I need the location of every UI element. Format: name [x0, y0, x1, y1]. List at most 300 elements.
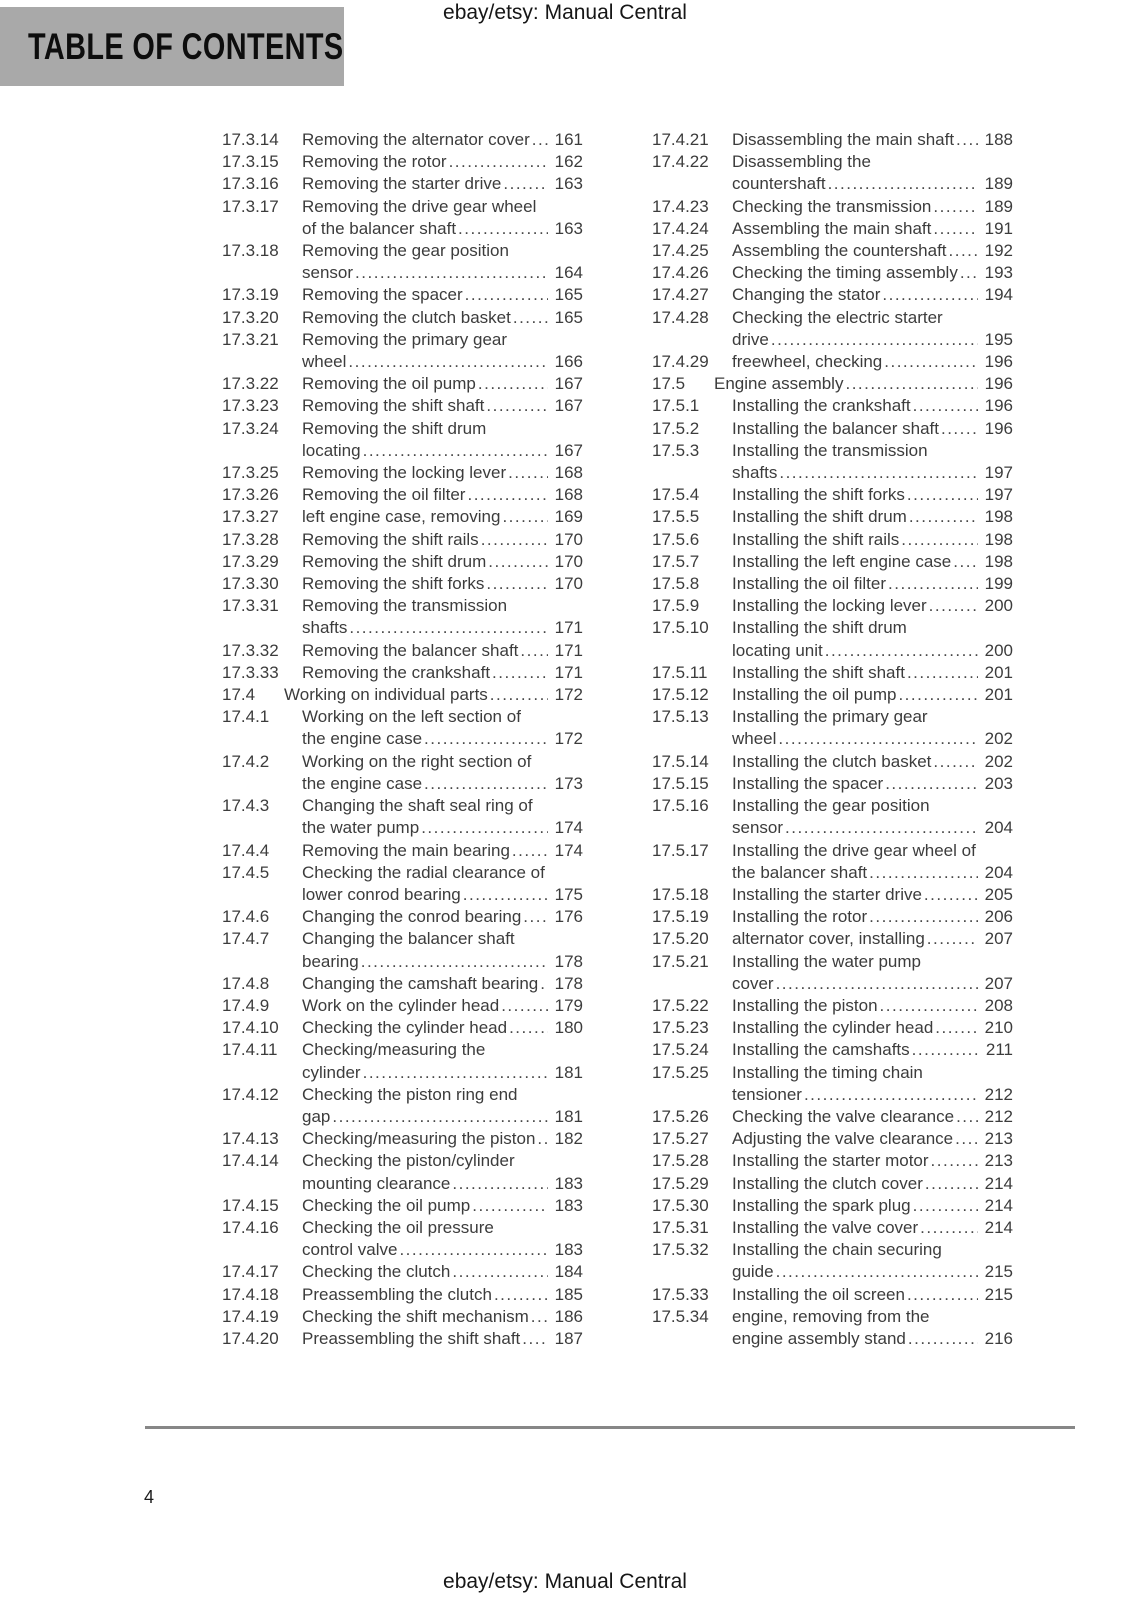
toc-entry-line — [732, 1128, 1013, 1150]
dot-leader — [956, 1106, 978, 1128]
toc-entry-text: Assembling the countershaft — [732, 241, 947, 261]
toc-entry-page: 176 — [554, 907, 583, 927]
toc-entry-page: 172 — [554, 685, 583, 705]
toc-entry-number: 17.5.20 — [652, 929, 709, 949]
toc-entry — [222, 484, 583, 506]
toc-entry-text: Checking the cylinder head — [302, 1018, 508, 1038]
toc-entry-line — [732, 728, 1013, 750]
toc-entry-line — [302, 307, 583, 329]
toc-entry-line — [732, 995, 1013, 1017]
toc-entry-page: 200 — [984, 640, 1013, 660]
toc-entry-title — [732, 1173, 1013, 1195]
table-of-contents — [222, 129, 1013, 1350]
toc-entry-title — [732, 662, 1013, 684]
toc-entry-page: 170 — [554, 529, 583, 549]
toc-entry-line: Installing the gear position — [732, 796, 930, 816]
toc-entry-text: Removing the balancer shaft — [302, 640, 519, 660]
toc-entry-title — [302, 573, 583, 595]
toc-entry-line — [302, 884, 583, 906]
toc-entry-text: locating unit — [732, 640, 823, 660]
toc-entry-page: 174 — [554, 840, 583, 860]
toc-entry-number: 17.4.23 — [652, 196, 709, 216]
toc-entry-number: 17.5.2 — [652, 418, 700, 438]
toc-entry — [652, 706, 1013, 750]
toc-entry-page: 167 — [554, 440, 583, 460]
toc-entry-line — [302, 440, 583, 462]
toc-entry-title — [302, 329, 583, 373]
dot-leader — [884, 351, 978, 373]
toc-entry-page: 188 — [984, 130, 1013, 149]
toc-entry-title — [302, 1306, 583, 1328]
toc-entry — [652, 1173, 1013, 1195]
toc-entry-text: Installing the spark plug — [732, 1195, 911, 1215]
toc-entry-line — [302, 129, 583, 151]
toc-entry-line — [302, 906, 583, 928]
toc-entry-text: Installing the clutch cover — [732, 1173, 923, 1193]
toc-entry-page: 202 — [984, 751, 1013, 771]
toc-entry-number: 17.4.5 — [222, 862, 270, 882]
toc-entry-title — [732, 773, 1013, 795]
toc-entry-page: 186 — [554, 1306, 583, 1326]
toc-entry-text: Checking the transmission — [732, 196, 932, 216]
toc-entry-line: Installing the primary gear — [732, 707, 928, 727]
toc-entry-text: cylinder — [302, 1062, 361, 1082]
toc-entry-title — [302, 662, 583, 684]
toc-entry-number: 17.4.13 — [222, 1129, 279, 1149]
toc-entry-text: Removing the starter drive — [302, 174, 502, 194]
toc-entry-page: 216 — [984, 1328, 1013, 1348]
toc-entry-line — [302, 973, 583, 995]
toc-entry-text: Removing the clutch basket — [302, 307, 511, 327]
toc-entry-line — [732, 1017, 1013, 1039]
toc-entry-title — [302, 751, 583, 795]
toc-entry-page: 175 — [554, 884, 583, 904]
toc-entry-line — [302, 640, 583, 662]
toc-entry-title — [302, 418, 583, 462]
toc-entry-number: 17.5.5 — [652, 507, 700, 527]
toc-entry — [222, 706, 583, 750]
toc-entry-title — [732, 395, 1013, 417]
toc-entry — [652, 595, 1013, 617]
toc-entry-line — [732, 395, 1013, 417]
toc-entry-page: 205 — [984, 884, 1013, 904]
toc-entry-title — [302, 1217, 583, 1261]
toc-entry-line — [732, 351, 1013, 373]
toc-entry-number: 17.3.16 — [222, 174, 279, 194]
page-title: TABLE OF CONTENTS — [28, 25, 344, 67]
dot-leader — [869, 862, 978, 884]
toc-entry-text: sensor — [302, 263, 354, 283]
toc-entry — [652, 1128, 1013, 1150]
dot-leader — [467, 484, 548, 506]
toc-entry-title — [302, 395, 583, 417]
dot-leader — [909, 506, 978, 528]
toc-entry-title — [302, 284, 583, 306]
toc-entry-page: 181 — [554, 1062, 583, 1082]
toc-entry-line: Installing the shift drum — [732, 618, 907, 638]
toc-entry-text: Installing the clutch basket — [732, 751, 932, 771]
dot-leader — [913, 395, 978, 417]
toc-entry-line — [732, 1084, 1013, 1106]
dot-leader — [363, 1062, 548, 1084]
toc-entry — [222, 906, 583, 928]
toc-entry-title — [732, 1150, 1013, 1172]
toc-entry — [652, 573, 1013, 595]
dot-leader — [869, 906, 978, 928]
toc-entry-title — [732, 1239, 1013, 1283]
toc-entry-line — [302, 573, 583, 595]
toc-entry-page: 196 — [984, 374, 1013, 394]
toc-entry-title — [732, 129, 1013, 151]
toc-entry-text: the engine case — [302, 773, 423, 793]
toc-entry-number: 17.5.31 — [652, 1217, 709, 1237]
toc-entry-page: 168 — [554, 463, 583, 483]
toc-entry-text: left engine case, removing — [302, 507, 501, 527]
toc-entry-title — [732, 906, 1013, 928]
toc-entry-line — [302, 284, 583, 306]
toc-entry — [652, 529, 1013, 551]
toc-entry — [652, 751, 1013, 773]
dot-leader — [960, 262, 978, 284]
toc-entry-number: 17.5.32 — [652, 1240, 709, 1260]
toc-entry-number: 17.4.11 — [222, 1040, 278, 1060]
toc-entry-text: Removing the shift shaft — [302, 396, 485, 416]
toc-entry-number: 17.3.21 — [222, 329, 279, 349]
toc-entry-title — [732, 484, 1013, 506]
toc-entry-number: 17.4.27 — [652, 285, 709, 305]
toc-entry-number: 17.4.10 — [222, 1018, 279, 1038]
toc-entry-page: 166 — [554, 352, 583, 372]
dot-leader — [785, 817, 978, 839]
toc-entry — [222, 1328, 583, 1350]
toc-entry-line — [302, 773, 583, 795]
toc-entry-page: 213 — [984, 1129, 1013, 1149]
toc-entry-line — [732, 262, 1013, 284]
toc-entry-page: 165 — [554, 307, 583, 327]
toc-entry-page: 194 — [984, 285, 1013, 305]
toc-entry — [222, 129, 583, 151]
toc-entry-title — [302, 928, 583, 972]
toc-entry-page: 214 — [984, 1217, 1013, 1237]
toc-entry-text: Removing the shift drum — [302, 551, 487, 571]
toc-entry-number: 17.4.28 — [652, 307, 709, 327]
toc-entry-line — [302, 840, 583, 862]
dot-leader — [523, 906, 548, 928]
dot-leader — [531, 1306, 548, 1328]
toc-entry-line — [732, 751, 1013, 773]
toc-entry-text: Removing the oil pump — [302, 374, 476, 394]
toc-entry-title — [732, 351, 1013, 373]
toc-entry-page: 212 — [984, 1106, 1013, 1126]
toc-entry-title — [732, 706, 1013, 750]
toc-entry-page: 171 — [554, 662, 583, 682]
toc-entry-page: 193 — [984, 263, 1013, 283]
toc-entry — [222, 418, 583, 462]
toc-entry — [652, 196, 1013, 218]
toc-entry-line: Checking the piston/cylinder — [302, 1151, 515, 1171]
toc-entry-line — [302, 1284, 583, 1306]
toc-entry-number: 17.3.20 — [222, 307, 279, 327]
toc-entry-line — [302, 529, 583, 551]
toc-entry — [222, 151, 583, 173]
toc-entry-number: 17.5.23 — [652, 1018, 709, 1038]
toc-entry-page: 171 — [554, 618, 583, 638]
toc-entry — [222, 307, 583, 329]
toc-entry — [652, 262, 1013, 284]
toc-entry-text: the balancer shaft — [732, 862, 868, 882]
toc-entry-number: 17.3.15 — [222, 152, 279, 172]
toc-entry — [652, 1062, 1013, 1106]
dot-leader — [933, 196, 978, 218]
toc-entry — [652, 395, 1013, 417]
toc-entry-page: 179 — [554, 995, 583, 1015]
toc-entry — [222, 840, 583, 862]
toc-entry-title — [302, 1261, 583, 1283]
dot-leader — [486, 573, 548, 595]
toc-entry-title — [732, 196, 1013, 218]
toc-entry-number: 17.4 — [222, 685, 256, 705]
toc-entry-text: drive — [732, 329, 769, 349]
dot-leader — [908, 1328, 978, 1350]
toc-entry-page: 164 — [554, 263, 583, 283]
toc-entry-page: 163 — [554, 174, 583, 194]
toc-entry-title — [302, 173, 583, 195]
toc-entry-text: Installing the cylinder head — [732, 1018, 934, 1038]
toc-entry-title — [732, 751, 1013, 773]
toc-entry-number: 17.5.9 — [652, 596, 700, 616]
toc-entry-title — [302, 196, 583, 240]
toc-entry-number: 17.4.6 — [222, 907, 270, 927]
dot-leader — [399, 1239, 548, 1261]
toc-entry-line — [302, 1195, 583, 1217]
toc-entry-text: Installing the balancer shaft — [732, 418, 939, 438]
toc-entry — [652, 307, 1013, 351]
dot-leader — [452, 1261, 548, 1283]
toc-entry-text: engine assembly stand — [732, 1328, 906, 1348]
toc-entry-text: Disassembling the main shaft — [732, 130, 955, 149]
toc-entry — [652, 240, 1013, 262]
toc-entry-number: 17.5.22 — [652, 995, 709, 1015]
toc-entry-line: Checking/measuring the — [302, 1040, 486, 1060]
toc-entry-page: 173 — [554, 773, 583, 793]
footer-divider — [145, 1426, 1075, 1429]
toc-entry-text: the water pump — [302, 818, 420, 838]
toc-entry-title — [732, 551, 1013, 573]
dot-leader — [885, 773, 978, 795]
toc-entry-page: 214 — [984, 1195, 1013, 1215]
toc-entry-line — [302, 1173, 583, 1195]
dot-leader — [421, 817, 548, 839]
toc-entry-page: 204 — [984, 862, 1013, 882]
toc-entry-line: engine, removing from the — [732, 1306, 930, 1326]
toc-entry — [652, 1217, 1013, 1239]
toc-entry-line — [732, 928, 1013, 950]
toc-entry-line — [732, 329, 1013, 351]
toc-entry-number: 17.5.29 — [652, 1173, 709, 1193]
toc-entry-page: 183 — [554, 1240, 583, 1260]
toc-entry-title — [302, 240, 583, 284]
toc-entry-number: 17.4.1 — [222, 707, 270, 727]
toc-entry — [652, 795, 1013, 839]
toc-entry-number: 17.5.34 — [652, 1306, 709, 1326]
toc-entry-text: freewheel, checking — [732, 352, 883, 372]
toc-entry-title — [302, 840, 583, 862]
toc-entry — [652, 995, 1013, 1017]
toc-entry — [652, 1106, 1013, 1128]
toc-entry — [222, 684, 583, 706]
toc-entry-page: 196 — [984, 418, 1013, 438]
toc-entry-text: Installing the rotor — [732, 907, 868, 927]
toc-entry-line — [302, 351, 583, 373]
toc-entry-text: Removing the spacer — [302, 285, 463, 305]
toc-entry-number: 17.5.17 — [652, 840, 709, 860]
dot-leader — [912, 1039, 978, 1061]
toc-entry-line: Removing the transmission — [302, 596, 508, 616]
toc-entry-line — [732, 240, 1013, 262]
toc-entry-page: 208 — [984, 995, 1013, 1015]
toc-entry-number: 17.4.9 — [222, 995, 270, 1015]
toc-entry-line — [302, 1106, 583, 1128]
toc-entry-number: 17.5.7 — [652, 551, 700, 571]
toc-entry-page: 212 — [984, 1084, 1013, 1104]
dot-leader — [465, 284, 548, 306]
toc-entry-line — [732, 1173, 1013, 1195]
toc-entry-title — [714, 373, 1013, 395]
toc-entry-line: Installing the timing chain — [732, 1062, 923, 1082]
toc-entry-number: 17.5.24 — [652, 1040, 709, 1060]
toc-entry — [652, 506, 1013, 528]
toc-entry — [222, 373, 583, 395]
toc-entry-number: 17.3.24 — [222, 418, 279, 438]
toc-entry-text: Installing the camshafts — [732, 1040, 910, 1060]
toc-entry-text: Removing the shift rails — [302, 529, 479, 549]
toc-entry-title — [732, 506, 1013, 528]
toc-entry-line — [302, 1017, 583, 1039]
toc-entry-title — [732, 617, 1013, 661]
toc-entry-text: Removing the shift forks — [302, 574, 485, 594]
dot-leader — [907, 1284, 978, 1306]
dot-leader — [771, 329, 978, 351]
toc-entry-title — [732, 1284, 1013, 1306]
dot-leader — [778, 728, 978, 750]
dot-leader — [522, 1328, 548, 1350]
toc-entry-text: Installing the starter motor — [732, 1151, 929, 1171]
toc-entry-page: 170 — [554, 551, 583, 571]
toc-entry-title — [732, 995, 1013, 1017]
toc-entry-page: 172 — [554, 729, 583, 749]
toc-entry-line — [732, 218, 1013, 240]
toc-entry — [652, 884, 1013, 906]
toc-entry-text: Installing the shift shaft — [732, 662, 905, 682]
toc-entry-number: 17.3.33 — [222, 662, 279, 682]
toc-entry-page: 195 — [984, 329, 1013, 349]
toc-entry-number: 17.4.16 — [222, 1217, 279, 1237]
toc-entry-line — [732, 1150, 1013, 1172]
toc-entry-line — [732, 1261, 1013, 1283]
toc-entry-number: 17.4.21 — [652, 130, 709, 149]
toc-entry — [222, 1284, 583, 1306]
toc-entry — [222, 284, 583, 306]
toc-entry-title — [732, 1062, 1013, 1106]
toc-entry — [222, 640, 583, 662]
toc-entry-page: 169 — [554, 507, 583, 527]
top-site-label: ebay/etsy: Manual Central — [443, 1, 687, 24]
toc-entry — [222, 928, 583, 972]
dot-leader — [494, 1284, 548, 1306]
toc-entry-title — [732, 307, 1013, 351]
toc-entry — [222, 973, 583, 995]
toc-entry-line — [732, 884, 1013, 906]
dot-leader — [481, 529, 548, 551]
toc-entry-page: 168 — [554, 485, 583, 505]
toc-entry-page: 203 — [984, 773, 1013, 793]
toc-entry-number: 17.5.12 — [652, 685, 709, 705]
toc-entry-text: cover — [732, 973, 774, 993]
toc-entry-text: Installing the crankshaft — [732, 396, 911, 416]
toc-entry-title — [302, 551, 583, 573]
toc-entry-number: 17.4.18 — [222, 1284, 279, 1304]
dot-leader — [779, 462, 978, 484]
toc-entry — [222, 173, 583, 195]
toc-entry — [222, 1017, 583, 1039]
toc-entry-page: 170 — [554, 574, 583, 594]
dot-leader — [540, 973, 548, 995]
toc-entry-number: 17.5.28 — [652, 1151, 709, 1171]
toc-entry-title — [732, 840, 1013, 884]
toc-entry-page: 191 — [984, 218, 1013, 238]
toc-entry-page: 198 — [984, 551, 1013, 571]
dot-leader — [458, 218, 548, 240]
toc-entry-title — [732, 928, 1013, 950]
dot-leader — [520, 640, 548, 662]
dot-leader — [490, 684, 548, 706]
toc-entry-number: 17.5.14 — [652, 751, 709, 771]
toc-entry-number: 17.3.18 — [222, 241, 279, 261]
toc-entry — [222, 462, 583, 484]
toc-entry-line: Installing the water pump — [732, 951, 921, 971]
toc-entry-line — [732, 506, 1013, 528]
toc-entry-page: 213 — [984, 1151, 1013, 1171]
toc-entry — [222, 329, 583, 373]
toc-entry-title — [732, 795, 1013, 839]
toc-entry — [652, 773, 1013, 795]
toc-entry — [652, 906, 1013, 928]
toc-entry-number: 17.5.11 — [652, 662, 708, 682]
toc-entry-line — [732, 196, 1013, 218]
toc-entry — [652, 1284, 1013, 1306]
toc-entry-line: Checking the radial clearance of — [302, 862, 545, 882]
toc-entry-title — [302, 1284, 583, 1306]
toc-entry-number: 17.4.19 — [222, 1306, 279, 1326]
dot-leader — [955, 1128, 978, 1150]
toc-entry-title — [302, 595, 583, 639]
toc-entry-text: Checking the oil pump — [302, 1195, 471, 1215]
toc-entry-line — [732, 284, 1013, 306]
toc-entry-line: Checking the electric starter — [732, 307, 943, 327]
toc-entry-text: mounting clearance — [302, 1173, 451, 1193]
toc-entry-line — [302, 662, 583, 684]
dot-leader — [898, 684, 978, 706]
toc-entry-title — [284, 684, 583, 706]
toc-entry-text: Installing the shift drum — [732, 507, 907, 527]
toc-entry-text: guide — [732, 1262, 774, 1282]
dot-leader — [888, 573, 978, 595]
toc-entry-text: Installing the piston — [732, 995, 878, 1015]
toc-entry-line — [302, 506, 583, 528]
toc-entry-line — [732, 684, 1013, 706]
toc-entry-text: Removing the main bearing — [302, 840, 510, 860]
toc-entry-line: Removing the shift drum — [302, 418, 487, 438]
